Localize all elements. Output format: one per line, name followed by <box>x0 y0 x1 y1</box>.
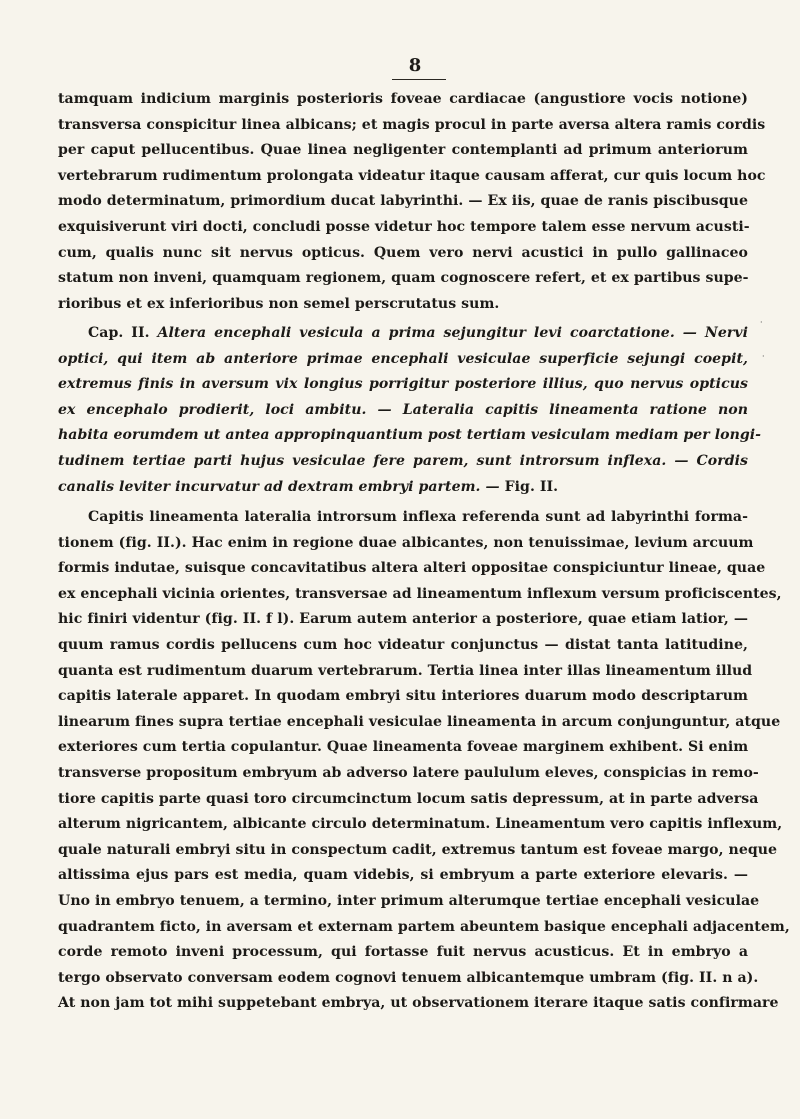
paragraph-2-line: Capitis lineamenta lateralia introrsum inflexa referenda sunt ad labyrinthi forma- <box>88 509 748 525</box>
page-number-rule <box>392 79 446 80</box>
paragraph-1-line: modo determinatum, primordium ducat labyrinthi. — Ex iis, quae de ranis piscibusque <box>58 193 748 210</box>
chapter-summary-line <box>58 321 748 347</box>
paragraph-1 <box>58 87 766 317</box>
figure-reference: Fig. II. <box>504 478 559 495</box>
chapter-summary-text: Altera encephali vesicula a prima sejungitur levi coarctatione. — Nervi <box>157 325 748 341</box>
paragraph-2-line: alterum nigricantem, albicante circulo determinatum. Lineamentum vero capitis inflexum, <box>58 816 783 833</box>
paragraph-1-line: statum non inveni, quamquam regionem, quam cognoscere refert, et ex partibus supe- <box>58 270 749 287</box>
paragraph-2-line: tergo observato conversam eodem cognovi tenuem albicantemque umbram (fig. II. n a). <box>58 969 759 986</box>
paragraph-1-line: per caput pellucentibus. Quae linea negligenter contemplanti ad primum anteriorum <box>58 142 748 159</box>
paragraph-2-line: tiore capitis parte quasi toro circumcinctum locum satis depressum, at in parte adversa <box>58 790 759 807</box>
paragraph-2-line: quadrantem ficto, in aversam et externam partem abeuntem basique encephali adjacentem, <box>58 918 790 935</box>
paragraph-2-line: transverse propositum embryum ab adverso latere paululum eleves, conspicias in remo- <box>58 764 759 781</box>
margin-mark: · <box>760 318 763 327</box>
paragraph-2-line: corde remoto inveni processum, qui fortasse fuit nervus acusticus. Et in embryo a <box>58 944 748 961</box>
paragraph-2-line: ex encephali vicinia orientes, transversae ad lineamentum inflexum versum proficiscentes, <box>58 585 782 602</box>
chapter-summary-text: canalis leviter incurvatur ad dextram embryi partem. — <box>58 478 500 495</box>
paragraph-2-line: quale naturali embryi situ in conspectum cadit, extremus tantum est foveae margo, neque <box>58 841 778 858</box>
paragraph-2-line: Uno in embryo tenuem, a termino, inter primum alterumque tertiae encephali vesiculae <box>58 892 760 909</box>
chapter-summary-line: extremus finis in aversum vix longius porrigitur posteriore illius, quo nervus opticus <box>58 376 748 393</box>
paragraph-2-line: formis indutae, suisque concavitatibus altera alteri oppositae conspiciuntur lineae, quae <box>58 560 766 577</box>
paragraph-2-line: linearum fines supra tertiae encephali vesiculae lineamenta in arcum conjunguntur, atque <box>58 713 781 730</box>
chapter-summary <box>58 321 762 500</box>
paragraph-2-line: At non jam tot mihi suppetebant embrya, ut observationem iterare itaque satis confirmare <box>58 995 779 1012</box>
chapter-summary-line: optici, qui item ab anteriore primae encephali vesiculae superficie sejungi coepit, <box>58 350 748 367</box>
chapter-summary-line: habita eorumdem ut antea appropinquantium post tertiam vesiculam mediam per longi- <box>58 427 762 444</box>
paragraph-2-line: exteriores cum tertia copulantur. Quae lineamenta foveae marginem exhibent. Si enim <box>58 739 749 756</box>
paragraph-1-line: rioribus et ex inferioribus non semel perscrutatus sum. <box>58 295 500 312</box>
page-number: 8 <box>408 55 422 76</box>
chapter-summary-line: ex encephalo prodierit, loci ambitu. — Lateralia capitis lineamenta ratione non <box>58 401 748 418</box>
paragraph-1-line: tamquam indicium marginis posterioris foveae cardiacae (angustiore vocis notione) <box>58 91 748 107</box>
paragraph-2-line: tionem (fig. II.). Hac enim in regione duae albicantes, non tenuissimae, levium arcuum <box>58 534 754 551</box>
paragraph-1-line: vertebrarum rudimentum prolongata videatur itaque causam afferat, cur quis locum hoc <box>58 167 766 184</box>
chapter-summary-line: tudinem tertiae parti hujus vesiculae fere parem, sunt introrsum inflexa. — Cordis <box>58 452 748 469</box>
paragraph-1-line: cum, qualis nunc sit nervus opticus. Quem vero nervi acustici in pullo gallinaceo <box>58 244 748 261</box>
paragraph-2-line: altissima ejus pars est media, quam videbis, si embryum a parte exteriore elevaris. — <box>58 867 748 884</box>
chapter-summary-line <box>58 475 748 501</box>
margin-mark: · <box>762 352 765 361</box>
paragraph-2-line: quum ramus cordis pellucens cum hoc videatur conjunctus — distat tanta latitudine, <box>58 636 748 653</box>
paragraph-2-line: capitis laterale apparet. In quodam embryi situ interiores duarum modo descriptarum <box>58 688 748 705</box>
paragraph-1-line: exquisiverunt viri docti, concludi posse videtur hoc tempore talem esse nervum acusti- <box>58 218 750 235</box>
paragraph-2-line: quanta est rudimentum duarum vertebrarum. Tertia linea inter illas lineamentum illud <box>58 662 753 679</box>
chapter-label: Cap. II. <box>88 325 150 341</box>
paragraph-1-line: transversa conspicitur linea albicans; et magis procul in parte aversa altera ramis cordis <box>58 116 766 133</box>
paragraph-2 <box>58 505 790 1017</box>
paragraph-2-line: hic finiri videntur (fig. II. f l). Earum autem anterior a posteriore, quae etiam latior, — <box>58 611 748 628</box>
